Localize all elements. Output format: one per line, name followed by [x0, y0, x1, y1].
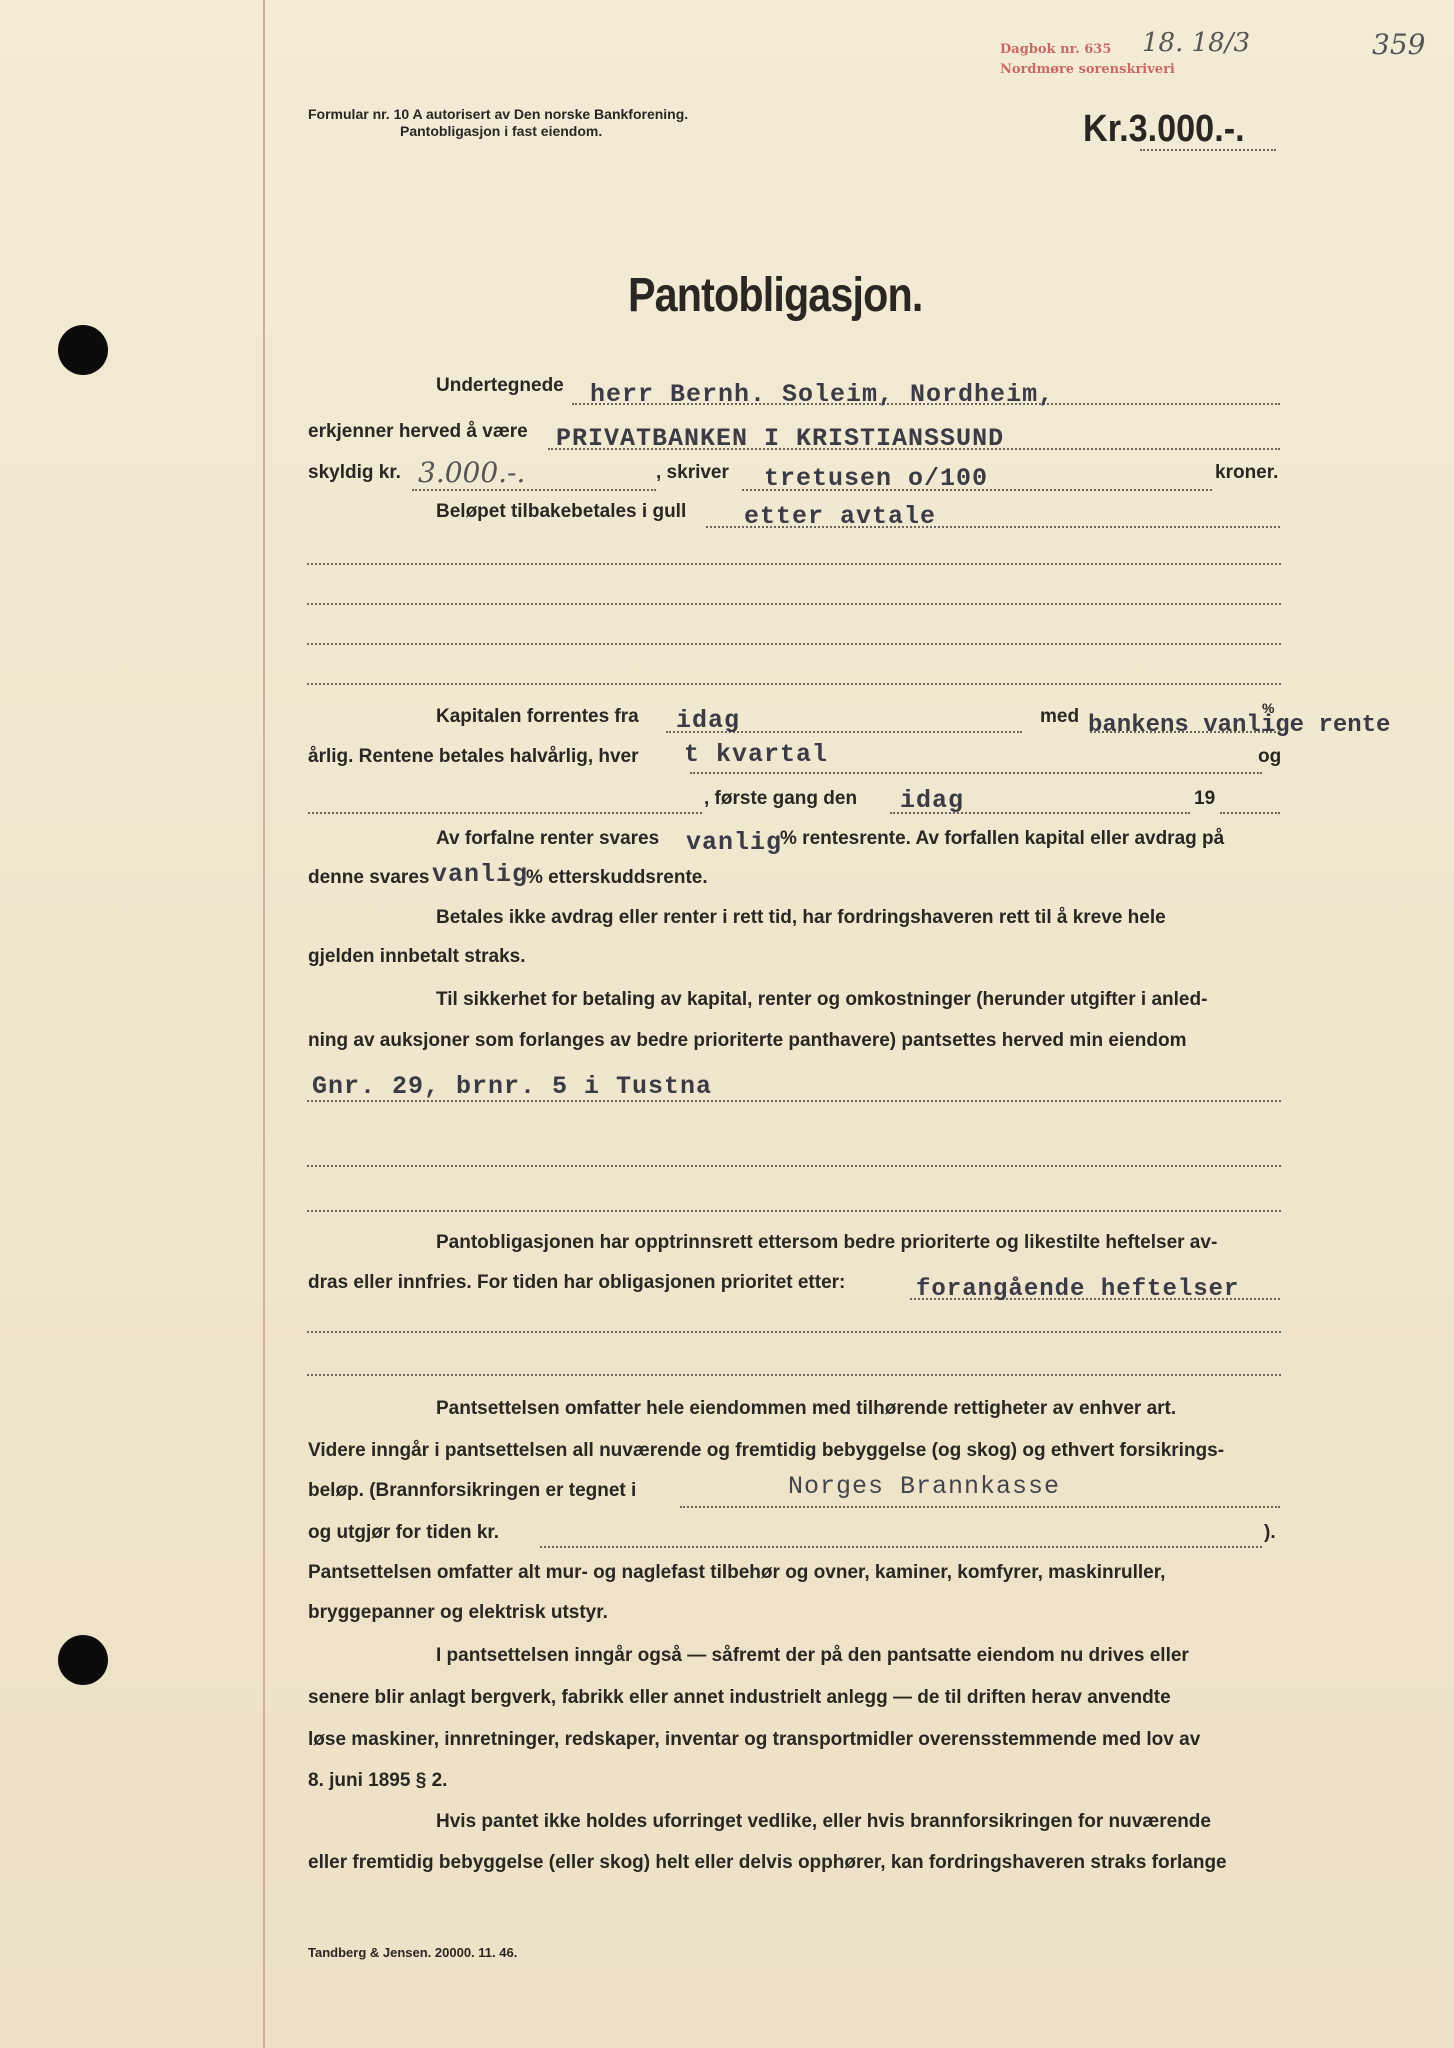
paragraph-omfatter-3: beløp. (Brannforsikringen er tegnet i [308, 1480, 637, 1501]
stamp-journal-number: Dagbok nr. 635 [1000, 42, 1112, 57]
paragraph-sikkerhet-2: ning av auksjoner som forlanges av bedre prioriterte panthavere) pantsettes herved min eiendom [308, 1030, 1187, 1051]
stamp-court-name: Nordmøre sorenskriveri [1000, 62, 1175, 77]
paragraph-hvis-2: eller fremtidig bebyggelse (eller skog) helt eller delvis opphører, kan fordringshaveren straks forlange [308, 1852, 1227, 1873]
page-number: 359 [1372, 28, 1426, 61]
paragraph-opptrinn-1: Pantobligasjonen har opptrinnsrett ettersom bedre prioriterte og likestilte heftelser av- [436, 1232, 1218, 1253]
kroner-label: kroner. [1215, 462, 1279, 483]
repayment-terms: etter avtale [744, 502, 937, 531]
skyldig-label: skyldig kr. [308, 462, 401, 483]
paragraph-inngar-3: løse maskiner, innretninger, redskaper, inventar og transportmidler overensstemmende med lov av [308, 1729, 1201, 1750]
paragraph-sikkerhet-1: Til sikkerhet for betaling av kapital, renter og omkostninger (herunder utgifter i anled- [436, 989, 1208, 1010]
document-amount: Kr.3.000.-. [1083, 108, 1245, 150]
payment-interval: t kvartal [684, 740, 829, 769]
margin-line [263, 0, 265, 2048]
amount-words: tretusen o/100 [764, 464, 989, 493]
formular-line-2: Pantobligasjon i fast eiendom. [400, 123, 603, 139]
utgjor-end: ). [1264, 1522, 1276, 1543]
paragraph-omfatter-1: Pantsettelsen omfatter hele eiendommen med tilhørende rettigheter av enhver art. [436, 1398, 1177, 1419]
property-description: Gnr. 29, brnr. 5 i Tustna [312, 1072, 713, 1101]
erkjenner-label: erkjenner herved å være [308, 421, 528, 442]
arrears-interest: vanlig [686, 828, 783, 857]
forfalne-text: % rentesrente. Av forfallen kapital eller avdrag på [780, 828, 1225, 849]
document-title: Pantobligasjon. [628, 269, 923, 322]
first-payment-date: idag [900, 786, 965, 815]
amount-figures: 3.000.-. [418, 456, 526, 489]
fire-insurer: Norges Brannkasse [788, 1472, 1061, 1501]
denne-label: denne svares [308, 867, 430, 888]
paragraph-betales-1: Betales ikke avdrag eller renter i rett tid, har fordringshaveren rett til å kreve hele [436, 907, 1166, 928]
belopet-label: Beløpet tilbakebetales i gull [436, 501, 687, 522]
forste-label: , første gang den [704, 788, 858, 809]
paragraph-opptrinn-2: dras eller innfries. For tiden har obligasjonen prioritet etter: [308, 1272, 846, 1293]
priority-value: forangående heftelser [916, 1276, 1240, 1303]
paragraph-betales-2: gjelden innbetalt straks. [308, 946, 526, 967]
paragraph-inngar-4: 8. juni 1895 § 2. [308, 1770, 448, 1791]
denne-text: % etterskuddsrente. [526, 867, 708, 888]
punch-hole-top [58, 325, 108, 375]
percent-mark: % [1262, 700, 1275, 716]
debtor-name: herr Bernh. Soleim, Nordheim, [590, 380, 1055, 409]
formular-line-1: Formular nr. 10 A autorisert av Den norske Bankforening. [308, 106, 689, 122]
interest-rate: bankens vanlige rente [1088, 712, 1391, 739]
paragraph-mur-1: Pantsettelsen omfatter alt mur- og naglefast tilbehør og ovner, kaminer, komfyrer, maskinruller, [308, 1562, 1166, 1583]
year-prefix: 19 [1194, 788, 1216, 809]
forfalne-label: Av forfalne renter svares [436, 828, 660, 849]
paragraph-omfatter-2: Videre inngår i pantsettelsen all nuværende og fremtidig bebyggelse (og skog) og ethvert forsikrings- [308, 1440, 1225, 1461]
og-label: og [1258, 746, 1282, 767]
interest-start: idag [676, 706, 741, 735]
paragraph-inngar-2: senere blir anlagt bergverk, fabrikk eller annet industrielt anlegg — de til driften herav anvendte [308, 1687, 1171, 1708]
paragraph-inngar-1: I pantsettelsen inngår også — såfremt der på den pantsatte eiendom nu drives eller [436, 1645, 1189, 1666]
paragraph-mur-2: bryggepanner og elektrisk utstyr. [308, 1602, 608, 1623]
med-label: med [1040, 706, 1080, 727]
paragraph-hvis-1: Hvis pantet ikke holdes uforringet vedlike, eller hvis brannforsikringen for nuværende [436, 1811, 1211, 1832]
kapitalen-label: Kapitalen forrentes fra [436, 706, 639, 727]
stamp-date: 18. 18/3 [1142, 28, 1250, 58]
skriver-label: , skriver [656, 462, 729, 483]
punch-hole-bottom [58, 1635, 108, 1685]
utgjor-label: og utgjør for tiden kr. [308, 1522, 500, 1543]
late-interest: vanlig [432, 860, 529, 889]
printer-footer: Tandberg & Jensen. 20000. 11. 46. [308, 1945, 518, 1960]
undertegnede-label: Undertegnede [436, 375, 564, 396]
arlig-label: årlig. Rentene betales halvårlig, hver [308, 746, 639, 767]
creditor-name: PRIVATBANKEN I KRISTIANSSUND [556, 424, 1005, 453]
